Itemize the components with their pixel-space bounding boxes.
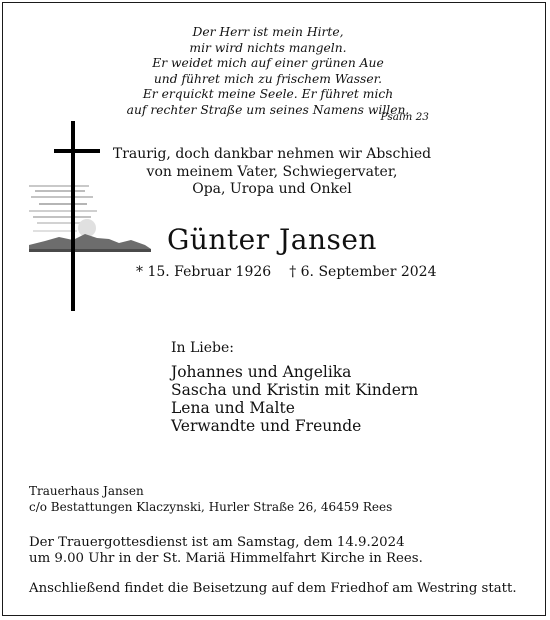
mourner-name: Johannes und Angelika: [171, 363, 352, 381]
intro-text: [107, 146, 437, 199]
psalm-quote: [103, 25, 433, 118]
mourning-house-address: [29, 484, 392, 515]
psalm-line: mir wird nichts mangeln.: [189, 40, 347, 55]
service-line: Der Trauergottesdienst ist am Samstag, dem 14.9.2024: [29, 535, 405, 550]
obituary-notice: [2, 2, 546, 616]
psalm-reference: Psalm 23: [380, 111, 429, 123]
address-line: c/o Bestattungen Klaczynski, Hurler Straße 26, 46459 Rees: [29, 499, 393, 514]
service-line: um 9.00 Uhr in der St. Mariä Himmelfahrt Kirche in Rees.: [29, 551, 423, 566]
psalm-line: Er weidet mich auf einer grünen Aue: [152, 56, 384, 70]
intro-line: Traurig, doch dankbar nehmen wir Abschied: [112, 146, 432, 162]
intro-line: von meinem Vater, Schwiegervater,: [146, 163, 398, 180]
address-line: Trauerhaus Jansen: [29, 484, 144, 498]
funeral-service-info: [29, 535, 423, 567]
psalm-line: Der Herr ist mein Hirte,: [192, 25, 344, 39]
birth-date: * 15. Februar 1926: [136, 264, 272, 280]
mourner-name: Lena und Malte: [171, 399, 295, 417]
mourner-name: Sascha und Kristin mit Kindern: [171, 381, 419, 399]
psalm-line: auf rechter Straße um seines Namens willen.: [126, 102, 410, 117]
death-date: † 6. September 2024: [289, 264, 437, 280]
mourner-name: Verwandte und Freunde: [171, 417, 362, 435]
psalm-line: Er erquickt meine Seele. Er führet mich: [142, 87, 394, 101]
mourners-list: [171, 363, 418, 435]
psalm-line: und führet mich zu frischem Wasser.: [153, 71, 383, 86]
burial-info: Anschließend findet die Beisetzung auf dem Friedhof am Westring statt.: [29, 581, 517, 596]
intro-line: Opa, Uropa und Onkel: [192, 181, 352, 197]
deceased-name: Günter Jansen: [167, 223, 377, 256]
life-dates: [136, 264, 437, 280]
mourners-label: In Liebe:: [171, 340, 235, 356]
